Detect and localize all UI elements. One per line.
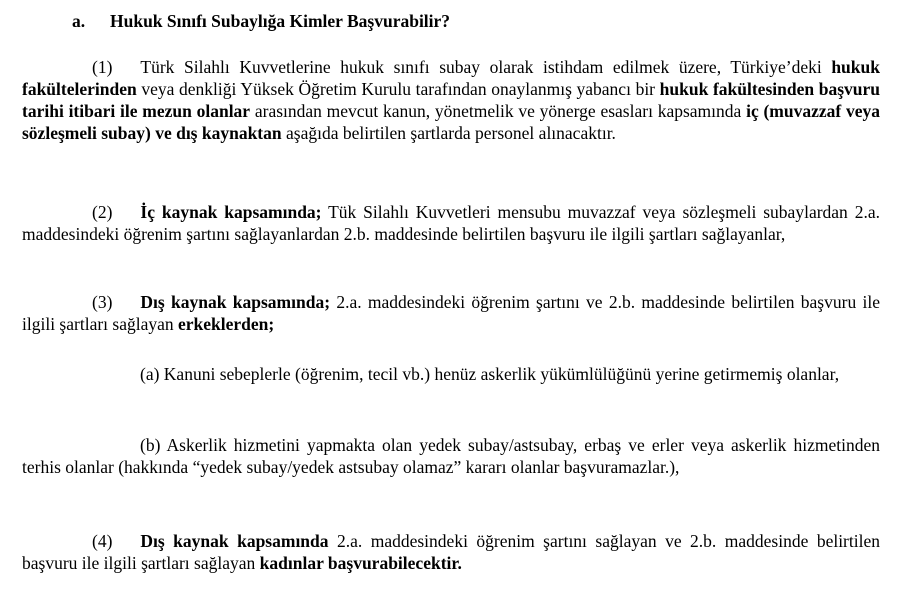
paragraph-3-bold-1: Dış kaynak kapsamında; bbox=[140, 292, 331, 312]
paragraph-2-text-1: Tük Silahlı Kuvvetleri mensubu muvazzaf veya sözleşmeli subaylardan 2.a. maddesindeki öğrenim şartını sağlayanlardan 2.b. maddesinde belirtilen başvuru ile ilgili şartları sağlayanlar, bbox=[22, 202, 880, 244]
paragraph-1-bold-2: hukuk fakültesinden başvuru tarihi itibari ile mezun olanlar bbox=[22, 79, 881, 121]
paragraph-1-text-1: Türk Silahlı Kuvvetlerine hukuk sınıfı subay olarak istihdam edilmek üzere, Türkiye’deki bbox=[140, 57, 832, 77]
paragraph-3-item-b-text: (b) Askerlik hizmetini yapmakta olan yedek subay/astsubay, erbaş ve erler veya askerlik hizmetinden terhis olanlar (hakkında “yedek subay/yedek astsubay olamaz” kararı olanlar başvuramazlar.), bbox=[22, 435, 880, 477]
paragraph-4-bold-1: Dış kaynak kapsamında bbox=[140, 531, 329, 551]
paragraph-4-text-1: 2.a. maddesindeki öğrenim şartını sağlayan ve 2.b. maddesinde belirtilen başvuru ile ilgili şartları sağlayan bbox=[22, 531, 880, 573]
paragraph-4 bbox=[22, 530, 880, 574]
paragraph-3 bbox=[22, 291, 880, 335]
paragraph-1-text-2: veya denkliği Yüksek Öğretim Kurulu tarafından onaylanmış yabancı bir bbox=[136, 79, 660, 99]
paragraph-1-bold-3: iç (muvazzaf veya sözleşmeli subay) ve dış kaynaktan bbox=[22, 101, 881, 143]
paragraph-2-bold-1: İç kaynak kapsamında; bbox=[140, 202, 322, 222]
paragraph-1-text-4: aşağıda belirtilen şartlarda personel alınacaktır. bbox=[281, 123, 616, 143]
paragraph-4-number: (4) bbox=[92, 531, 113, 551]
paragraph-1-number: (1) bbox=[92, 57, 113, 77]
section-heading bbox=[72, 10, 450, 32]
paragraph-3-number: (3) bbox=[92, 292, 113, 312]
paragraph-1-bold-1: hukuk fakültelerinden bbox=[22, 57, 880, 99]
paragraph-3-bold-2: erkeklerden; bbox=[178, 314, 275, 334]
paragraph-4-bold-2: kadınlar başvurabilecektir. bbox=[259, 553, 462, 573]
section-number: a. bbox=[72, 11, 86, 31]
paragraph-3-item-b bbox=[22, 434, 880, 478]
section-title: Hukuk Sınıfı Subaylığa Kimler Başvurabilir? bbox=[110, 11, 451, 31]
paragraph-3-text-1: 2.a. maddesindeki öğrenim şartını ve 2.b. maddesinde belirtilen başvuru ile ilgili şartları sağlayan bbox=[22, 292, 880, 334]
paragraph-1 bbox=[22, 56, 880, 144]
paragraph-1-text-3: arasından mevcut kanun, yönetmelik ve yönerge esasları kapsamında bbox=[250, 101, 747, 121]
paragraph-3-item-a bbox=[22, 363, 880, 385]
paragraph-3-item-a-text: (a) Kanuni sebeplerle (öğrenim, tecil vb.) henüz askerlik yükümlülüğünü yerine getirmemiş olanlar, bbox=[140, 364, 840, 384]
paragraph-2-number: (2) bbox=[92, 202, 113, 222]
paragraph-2 bbox=[22, 201, 880, 245]
